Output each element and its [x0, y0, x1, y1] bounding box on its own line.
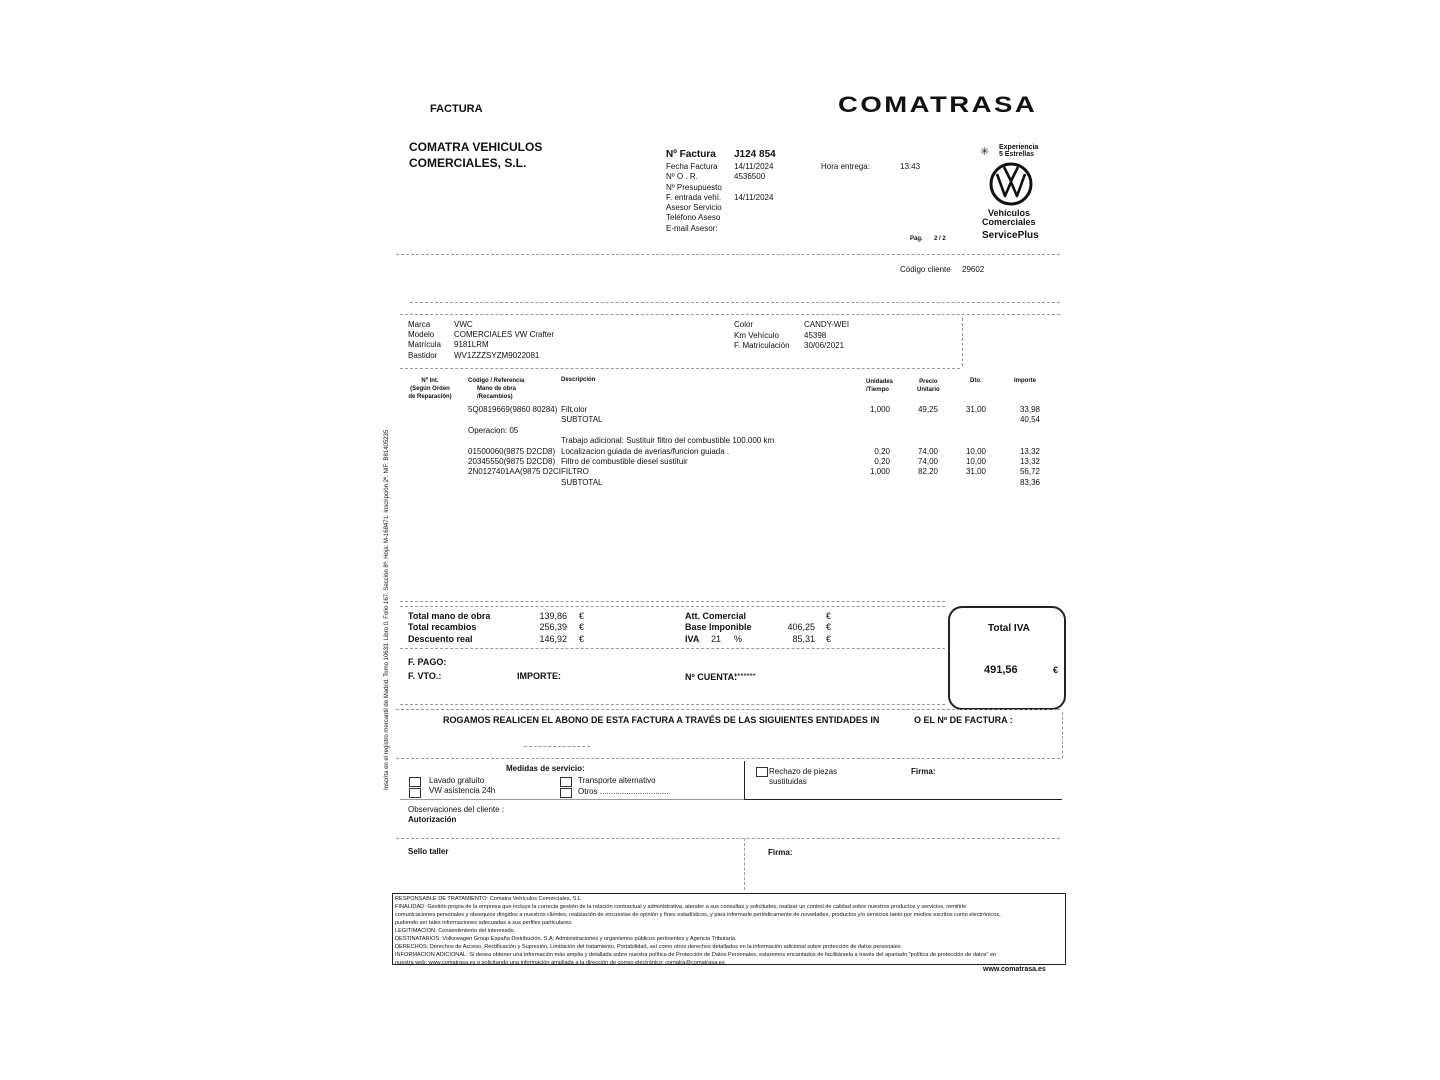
reject-parts-label-line2: sustituidas: [769, 777, 807, 786]
color-label: Color: [734, 320, 754, 329]
legal-line: FINALIDAD: Gestión propia de la empresa que incluye la correcta gestión de la relación contractual y administrativa, atender a sus consultas y solicitudes, realizar un control de calidad sobre nuestros productos y servicios, remitirle: [395, 904, 967, 910]
divider: [396, 254, 1060, 255]
registration-date-label: F. Matriculación: [734, 341, 790, 350]
labour-total-label: Total mano de obra: [408, 611, 491, 621]
row-code: 2N0127401AA(9875 D2CI: [468, 467, 561, 476]
divider: [962, 318, 963, 366]
advisor-phone-label: Teléfono Aseso: [666, 213, 721, 222]
divider: [524, 746, 590, 747]
row-price: 74,00: [917, 457, 938, 466]
row-units: 0,20: [874, 447, 890, 456]
divider: [400, 648, 945, 649]
row-description: Localizacion guiada de averias/funcion guiada .: [561, 447, 730, 456]
other-checkbox[interactable]: [560, 788, 572, 798]
company-name-line2: COMERCIALES, S.L.: [409, 156, 527, 170]
row-amount: 13,32: [1019, 447, 1040, 456]
plate-value: 9181LRM: [454, 340, 489, 349]
column-header-description: Descripción: [561, 377, 596, 383]
payment-method-label: F. PAGO:: [408, 657, 447, 667]
legal-line: comunicaciones personales y obsequios dirigidos a nuestros clientes, realización de encuestas de opinión y fines estadísticos, y para informarle periódicamente de novedades, productos y/o servicios tanto por medios escritos como electrónicos,: [395, 912, 1001, 918]
parts-total-label: Total recambios: [408, 622, 477, 632]
column-header-units: Unidades /Tiempo: [866, 379, 894, 393]
row-units: 0,20: [874, 457, 890, 466]
make-value: VWC: [454, 320, 473, 329]
vw-commercial-line1: Vehículos: [988, 208, 1031, 218]
divider: [1062, 712, 1063, 758]
experience-badge-line2: 5 Estrellas: [999, 151, 1035, 158]
mileage-value: 45398: [804, 331, 827, 340]
legal-line: pudiendo ser tales informaciones adecuadas a sus perfiles particulares.: [395, 920, 573, 926]
row-price: 82,20: [917, 467, 938, 476]
divider: [744, 761, 745, 799]
vin-value: WV1ZZZSYZM9022081: [454, 351, 540, 360]
legal-line: INFORMACION ADICIONAL: Si desea obtener una información más amplia y detallada sobre nuestra política de Protección de Datos Personales, estaremos encantados de facilitársela a través del apartado "política de protección de datos" en: [395, 952, 997, 958]
service-plus-label: ServicePlus: [982, 230, 1039, 241]
currency-symbol: €: [826, 622, 832, 632]
row-discount: 10,00: [965, 457, 986, 466]
wash-checkbox[interactable]: [409, 777, 421, 787]
workshop-signature-label: Firma:: [768, 848, 793, 857]
row-units: 1,000: [869, 467, 890, 476]
legal-line: nuestra web: www.comatrasa.es o solicitando una información ampliada a la dirección de correo electrónico: comatra@comatrasa.es: [395, 960, 725, 965]
row-code: Operacion: 05: [468, 426, 519, 435]
experience-badge-line1: Experiencia: [999, 144, 1039, 151]
tax-base-value: 406,25: [787, 622, 815, 632]
account-number-value: *******: [734, 672, 756, 681]
service-advisor-label: Asesor Servicio: [666, 203, 722, 212]
signature-label: Firma:: [911, 767, 936, 776]
service-measures-title: Medidas de servicio:: [506, 764, 585, 773]
divider: [744, 799, 1062, 800]
page-number: 2 / 2: [934, 236, 946, 242]
assistance-option-label: VW asistencia 24h: [429, 786, 496, 795]
legal-line: RESPONSABLE DE TRATAMIENTO: Comatra Vehículos Comerciales, S.L.: [395, 896, 583, 902]
vw-commercial-line2: Comerciales: [982, 217, 1036, 227]
row-description: FILTRO: [561, 467, 589, 476]
model-label: Modelo: [408, 330, 435, 339]
discount-total-label: Descuento real: [408, 634, 473, 644]
legal-line: DERECHOS: Derechos de Acceso, Rectificación y Supresión, Limitación del tratamiento, Portabilidad, así como otros derechos detallados en la información adicional sobre protección de datos personales.: [395, 944, 903, 950]
divider: [410, 302, 1060, 303]
currency-symbol: €: [579, 622, 585, 632]
vat-rate: 21: [711, 634, 722, 644]
alt-transport-checkbox[interactable]: [560, 777, 572, 787]
due-date-label: F. VTO.:: [408, 671, 442, 681]
total-label: Total IVA: [988, 623, 1030, 634]
divider: [744, 838, 745, 890]
or-number-value: 4536500: [734, 172, 766, 181]
row-code: 5Q0819669(9860 80284): [468, 405, 558, 414]
invoice-number-value: J124 854: [734, 149, 776, 160]
vat-percent-sign: %: [734, 634, 743, 644]
account-number-label: Nº CUENTA:: [685, 672, 738, 682]
color-value: CANDY-WEI: [804, 320, 850, 329]
column-header-discount: Dto.: [970, 378, 982, 384]
data-protection-notice: [392, 893, 1066, 965]
row-code: 01500060(9875 D2CD8): [468, 447, 556, 456]
vw-logo-icon: [989, 162, 1033, 206]
row-description: Trabajo adicional: Sustituir filtro del combustible 100.000 km: [561, 436, 775, 445]
brand-logo: COMATRASA: [838, 92, 1038, 117]
tax-base-label: Base Imponible: [685, 622, 752, 632]
column-header-code: Código / Referencia Mano de obra /Recambios): [468, 378, 525, 400]
divider: [400, 601, 945, 602]
plate-label: Matrícula: [408, 340, 441, 349]
payment-notice-left: ROGAMOS REALICEN EL ABONO DE ESTA FACTURA A TRAVÉS DE LAS SIGUIENTES ENTIDADES IN: [443, 715, 880, 725]
row-amount: 33,98: [1019, 405, 1040, 414]
reject-parts-checkbox[interactable]: [756, 767, 768, 777]
row-discount: 10,00: [965, 447, 986, 456]
total-box: [948, 606, 1066, 710]
row-discount: 31,00: [965, 467, 986, 476]
row-price: 49,25: [917, 405, 938, 414]
invoice-date-value: 14/11/2024: [734, 162, 774, 171]
currency-symbol: €: [579, 634, 585, 644]
other-option-label: Otros ...............................: [578, 787, 669, 796]
delivery-time-value: 13:43: [900, 162, 921, 171]
assistance-checkbox[interactable]: [409, 788, 421, 798]
column-header-amount: Importe: [1014, 378, 1037, 384]
row-description: Filtro de combustible diesel sustituir: [561, 457, 688, 466]
currency-symbol: €: [579, 611, 585, 621]
row-code: 20345550(9875 D2CD8): [468, 457, 556, 466]
entry-date-value: 14/11/2024: [734, 193, 774, 202]
row-amount: 83,36: [1019, 478, 1040, 487]
currency-symbol: €: [1053, 665, 1059, 675]
row-amount: 13,32: [1019, 457, 1040, 466]
row-description: SUBTOTAL: [561, 478, 603, 487]
row-description: SUBTOTAL: [561, 415, 603, 424]
divider: [400, 606, 945, 607]
row-units: 1,000: [869, 405, 890, 414]
reject-parts-label-line1: Rechazo de piezas: [769, 767, 838, 776]
commercial-attention-label: Att. Comercial: [685, 611, 747, 621]
divider: [400, 799, 744, 800]
vat-label: IVA: [685, 634, 700, 644]
mileage-label: Km Vehículo: [734, 331, 779, 340]
column-header-price: Precio Unitario: [917, 379, 940, 393]
website-link[interactable]: www.comatrasa.es: [983, 966, 1046, 973]
legal-line: LEGITIMACION: Consentimiento del interesado.: [395, 928, 516, 934]
workshop-stamp-label: Sello taller: [408, 847, 449, 856]
page-label: Pág.: [910, 236, 923, 242]
divider: [396, 838, 1060, 839]
legal-line: DESTINATARIOS: Volkswagen Group España Distribución, S.A; Administraciones y organismos públicos pertinentes y Agencia Tributaria.: [395, 936, 737, 942]
company-name-line1: COMATRA VEHICULOS: [409, 140, 543, 154]
model-value: COMERCIALES VW Crafter: [454, 330, 555, 339]
column-header-nint: Nº Int. (Según Orden de Reparación): [408, 378, 452, 400]
row-amount: 40,54: [1019, 415, 1040, 424]
registry-side-text: Inscrita en el registro mercantil de Madrid. Tomo 10633. Libro 0. Folio 167. Sección 8ª. Hoja: M-168471. Inscripción 2ª. NIF: B81405235: [384, 429, 390, 790]
alt-transport-option-label: Transporte alternativo: [578, 776, 656, 785]
document-title: FACTURA: [430, 103, 483, 115]
row-discount: 31,00: [965, 405, 986, 414]
registration-date-value: 30/06/2021: [804, 341, 845, 350]
currency-symbol: €: [826, 634, 832, 644]
vin-label: Bastidor: [408, 351, 438, 360]
customer-observations-label: Observaciones del cliente :: [408, 805, 505, 814]
client-code-label: Código cliente: [900, 265, 951, 274]
row-amount: 56,72: [1019, 467, 1040, 476]
vat-value: 85,31: [792, 634, 815, 644]
star-burst-icon: ✳: [980, 146, 990, 158]
payment-notice-right: O EL Nº DE FACTURA :: [914, 715, 1013, 725]
divider: [400, 368, 960, 369]
discount-total-value: 146,92: [539, 634, 567, 644]
total-value: 491,56: [984, 664, 1018, 676]
divider: [396, 709, 1060, 710]
client-code-value: 29602: [962, 265, 985, 274]
budget-number-label: Nº Presupuesto: [666, 183, 722, 192]
delivery-time-label: Hora entrega:: [821, 162, 870, 171]
invoice-number-label: Nº Factura: [666, 149, 716, 160]
row-price: 74,00: [917, 447, 938, 456]
parts-total-value: 256,39: [539, 622, 567, 632]
divider: [400, 314, 1060, 315]
labour-total-value: 139,86: [539, 611, 567, 621]
authorization-label: Autorización: [408, 815, 457, 824]
currency-symbol: €: [826, 611, 832, 621]
advisor-email-label: E-mail Asesor:: [666, 224, 718, 233]
invoice-date-label: Fecha Factura: [666, 162, 718, 171]
entry-date-label: F. entrada vehí.: [666, 193, 722, 202]
row-description: Filt.olor: [561, 405, 588, 414]
divider: [400, 704, 945, 705]
wash-option-label: Lavado gratuito: [429, 776, 485, 785]
payment-amount-label: IMPORTE:: [517, 671, 561, 681]
divider: [396, 758, 1060, 759]
or-number-label: Nº O . R.: [666, 172, 698, 181]
make-label: Marca: [408, 320, 431, 329]
